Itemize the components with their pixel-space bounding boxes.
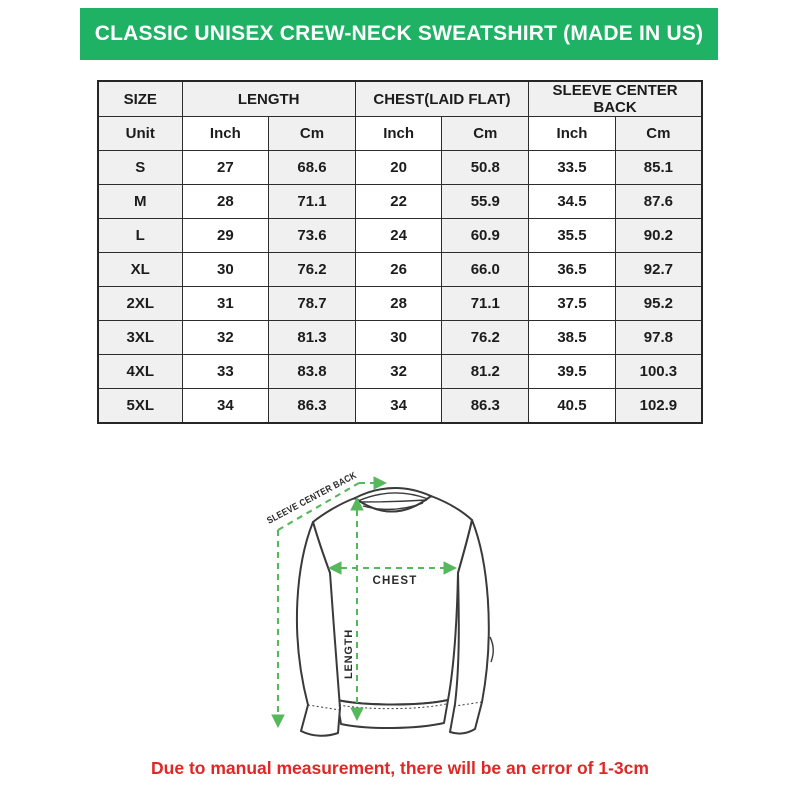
size-cell: 2XL bbox=[98, 287, 182, 321]
value-cell: 37.5 bbox=[529, 287, 616, 321]
inch-cell: Inch bbox=[182, 117, 269, 151]
value-cell: 27 bbox=[182, 151, 269, 185]
table-row bbox=[98, 287, 702, 321]
table-row bbox=[98, 321, 702, 355]
value-cell: 76.2 bbox=[442, 321, 529, 355]
value-cell: 97.8 bbox=[615, 321, 702, 355]
table-row bbox=[98, 185, 702, 219]
value-cell: 100.3 bbox=[615, 355, 702, 389]
value-cell: 28 bbox=[355, 287, 442, 321]
title-banner bbox=[80, 8, 718, 60]
size-cell: L bbox=[98, 219, 182, 253]
value-cell: 34 bbox=[355, 389, 442, 424]
inch-cell: Inch bbox=[355, 117, 442, 151]
value-cell: 68.6 bbox=[269, 151, 356, 185]
value-cell: 95.2 bbox=[615, 287, 702, 321]
value-cell: 86.3 bbox=[442, 389, 529, 424]
measurement-note: Due to manual measurement, there will be an error of 1-3cm bbox=[151, 758, 649, 778]
value-cell: 86.3 bbox=[269, 389, 356, 424]
value-cell: 29 bbox=[182, 219, 269, 253]
value-cell: 30 bbox=[182, 253, 269, 287]
value-cell: 50.8 bbox=[442, 151, 529, 185]
value-cell: 33 bbox=[182, 355, 269, 389]
value-cell: 92.7 bbox=[615, 253, 702, 287]
table-row bbox=[98, 151, 702, 185]
value-cell: 34 bbox=[182, 389, 269, 424]
value-cell: 66.0 bbox=[442, 253, 529, 287]
group-header-row bbox=[98, 81, 702, 117]
size-cell: M bbox=[98, 185, 182, 219]
value-cell: 28 bbox=[182, 185, 269, 219]
table-row bbox=[98, 253, 702, 287]
value-cell: 33.5 bbox=[529, 151, 616, 185]
size-cell: XL bbox=[98, 253, 182, 287]
cm-cell: Cm bbox=[269, 117, 356, 151]
unit-cell: Unit bbox=[98, 117, 182, 151]
table-row bbox=[98, 219, 702, 253]
value-cell: 24 bbox=[355, 219, 442, 253]
size-cell: 4XL bbox=[98, 355, 182, 389]
value-cell: 87.6 bbox=[615, 185, 702, 219]
size-cell: S bbox=[98, 151, 182, 185]
value-cell: 73.6 bbox=[269, 219, 356, 253]
value-cell: 60.9 bbox=[442, 219, 529, 253]
value-cell: 22 bbox=[355, 185, 442, 219]
page-title: CLASSIC UNISEX CREW-NECK SWEATSHIRT (MADE IN US) bbox=[94, 22, 704, 45]
hem-band bbox=[337, 700, 448, 728]
table-row bbox=[98, 355, 702, 389]
size-cell: 3XL bbox=[98, 321, 182, 355]
size-header: SIZE bbox=[98, 81, 182, 117]
value-cell: 81.2 bbox=[442, 355, 529, 389]
size-cell: 5XL bbox=[98, 389, 182, 424]
length-header: LENGTH bbox=[182, 81, 355, 117]
value-cell: 38.5 bbox=[529, 321, 616, 355]
value-cell: 39.5 bbox=[529, 355, 616, 389]
table-row bbox=[98, 389, 702, 424]
value-cell: 20 bbox=[355, 151, 442, 185]
value-cell: 34.5 bbox=[529, 185, 616, 219]
value-cell: 102.9 bbox=[615, 389, 702, 424]
chest-label: CHEST bbox=[372, 575, 418, 587]
value-cell: 81.3 bbox=[269, 321, 356, 355]
value-cell: 32 bbox=[355, 355, 442, 389]
chest-header: CHEST(LAID FLAT) bbox=[355, 81, 528, 117]
sleeve-header: SLEEVE CENTER BACK bbox=[529, 81, 702, 117]
value-cell: 85.1 bbox=[615, 151, 702, 185]
value-cell: 32 bbox=[182, 321, 269, 355]
inch-cell: Inch bbox=[529, 117, 616, 151]
length-label: LENGTH bbox=[343, 628, 355, 679]
value-cell: 71.1 bbox=[442, 287, 529, 321]
value-cell: 30 bbox=[355, 321, 442, 355]
sleeve-center-back-label: SLEEVE CENTER BACK bbox=[265, 463, 372, 527]
value-cell: 35.5 bbox=[529, 219, 616, 253]
sweatshirt-diagram bbox=[245, 452, 565, 758]
value-cell: 26 bbox=[355, 253, 442, 287]
unit-row bbox=[98, 117, 702, 151]
cm-cell: Cm bbox=[442, 117, 529, 151]
value-cell: 36.5 bbox=[529, 253, 616, 287]
value-cell: 76.2 bbox=[269, 253, 356, 287]
value-cell: 40.5 bbox=[529, 389, 616, 424]
cm-cell: Cm bbox=[615, 117, 702, 151]
size-table bbox=[97, 80, 703, 424]
value-cell: 55.9 bbox=[442, 185, 529, 219]
value-cell: 78.7 bbox=[269, 287, 356, 321]
value-cell: 71.1 bbox=[269, 185, 356, 219]
value-cell: 31 bbox=[182, 287, 269, 321]
value-cell: 90.2 bbox=[615, 219, 702, 253]
value-cell: 83.8 bbox=[269, 355, 356, 389]
